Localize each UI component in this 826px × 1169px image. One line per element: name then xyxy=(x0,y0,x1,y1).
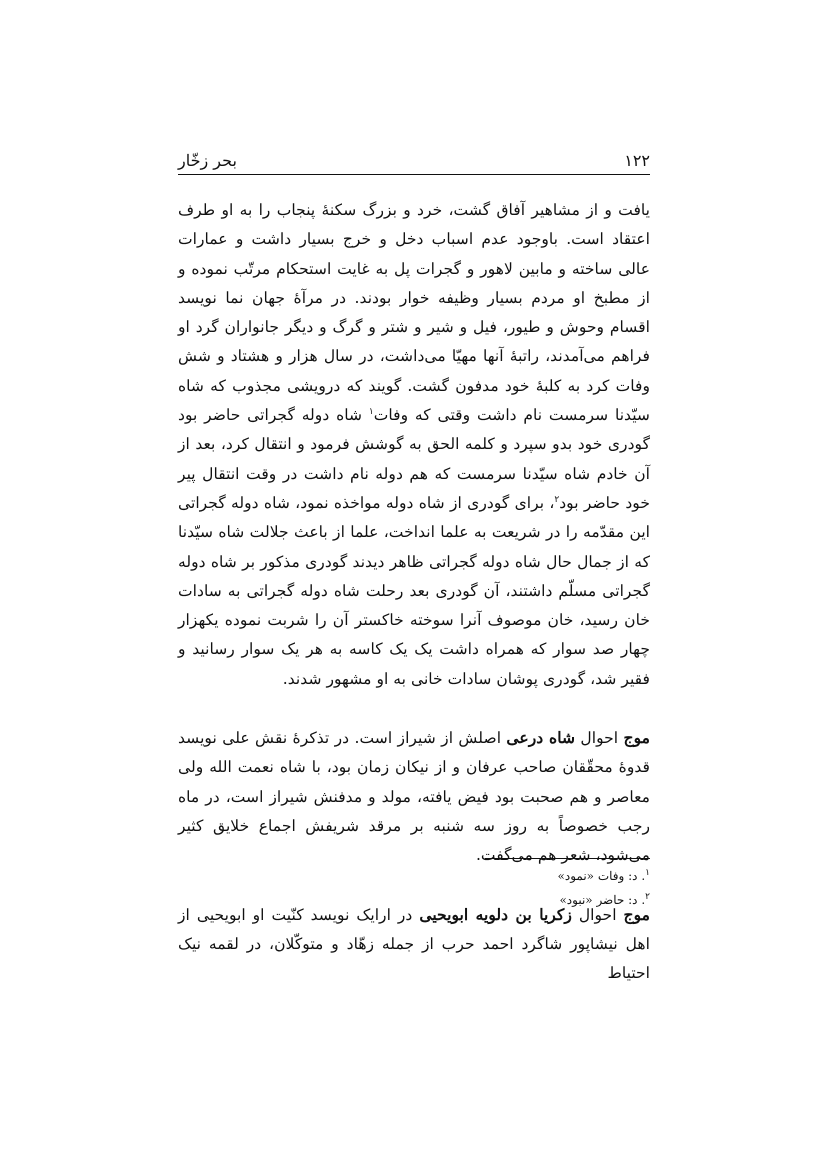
book-title: بحر زخّار xyxy=(178,151,237,170)
mowj-label: موج xyxy=(623,904,650,924)
header-rule xyxy=(178,174,650,175)
paragraph-2-text: اصلش از شیراز است. در تذکرهٔ نقش علی نویسد قدوهٔ محقّقان صاحب عرفان و از نیکان زمان بود، با شاه نعمت الله ولی معاصر و هم صحبت بود فیض یافته، مولد و مدفنش شیراز است، در ماه رجب خصوصاً به روز سه شنبه بر مرقد شریفش اجماع خلایق کثیر می‌شود، شعر هم می‌گفت. xyxy=(178,729,650,865)
footnote-rule xyxy=(485,858,650,859)
paragraph-3 xyxy=(178,900,650,989)
footnote-1-text: . د: وفات «نمود» xyxy=(557,869,646,883)
footnote-1 xyxy=(420,864,650,888)
paragraph-3-lead: احوال xyxy=(571,905,624,924)
paragraph-3-name: زکریا بن دلویه ابویحیی xyxy=(419,904,572,924)
paragraph-2 xyxy=(178,723,650,870)
footnote-2-text: . د: حاضر «نبود» xyxy=(559,893,646,907)
footnote-1-number: ۱ xyxy=(645,868,650,878)
footnotes xyxy=(420,864,650,912)
footnote-2-number: ۲ xyxy=(645,892,650,902)
paragraph-2-lead: احوال xyxy=(575,729,624,748)
page-number: ۱۲۲ xyxy=(624,151,650,170)
paragraph-2-name: شاه درعی xyxy=(506,728,576,748)
paragraph-1-segment-3: ، برای گودری از شاه دوله مواخذه نمود، شاه دوله گجراتی این مقدّمه را در شریعت به علما انداخت، علما از باعث جلالت شاه سیّدنا که از جمال حال شاه دوله گجراتی ظاهر دیدند گودری مذکور بر شاه دوله گجراتی مسلّم داشتند، آن گودری بعد رحلت شاه دوله گجراتی به سادات خان رسید، خان موصوف آنرا سوخته خاکستر آن را شربت نموده یکهزار چهار صد سوار که همراه داشت یک یک کاسه به هر یک سوار رسانید و فقیر شد، گودری پوشان سادات خانی به او مشهور شدند. xyxy=(178,493,650,688)
footnote-ref-1: ۱ xyxy=(368,406,374,417)
paragraph-1-segment-1: یافت و از مشاهیر آفاق گشت، خرد و بزرگ سکنهٔ پنجاب را به او طرف اعتقاد است. باوجود عدم اسباب دخل و خرج بسیار داشت و عمارات عالی ساخته و مابین لاهور و گجرات پل به غایت استحکام مرتّب نموده و از مطبخ او مردم بسیار وظیفه خوار بودند. در مرآهٔ جهان نما نویسد اقسام وحوش و طیور، فیل و شیر و شتر و گرگ و دیگر جانواران گرد او فراهم می‌آمدند، راتبهٔ آنها مهیّا می‌داشت، در سال هزار و هشتاد و شش وفات کرد به کلبهٔ خود مدفون گشت. گویند که درویشی مجذوب که شاه سیّدنا سرمست نام داشت وقتی که وفات xyxy=(178,201,651,425)
footnote-ref-2: ۲ xyxy=(554,494,560,505)
running-header xyxy=(178,146,650,170)
paragraph-3-text: در ارایک نویسد کنّیت او ابویحیی از اهل نیشاپور شاگرد احمد حرب از جمله زهّاد و متوکّلان، در لقمه نیک احتیاط xyxy=(178,905,650,983)
paragraph-1 xyxy=(178,196,650,694)
paragraph-1-segment-2: شاه دوله گجراتی حاضر بود گودری خود بدو سپرد و کلمه الحق به گوشش فرمود و انتقال کرد، بعد از آن خادم شاه سیّدنا سرمست که هم دوله نام داشت در وقت انتقال پیر خود حاضر بود xyxy=(178,406,650,512)
footnote-2 xyxy=(420,888,650,912)
mowj-label: موج xyxy=(623,728,650,748)
